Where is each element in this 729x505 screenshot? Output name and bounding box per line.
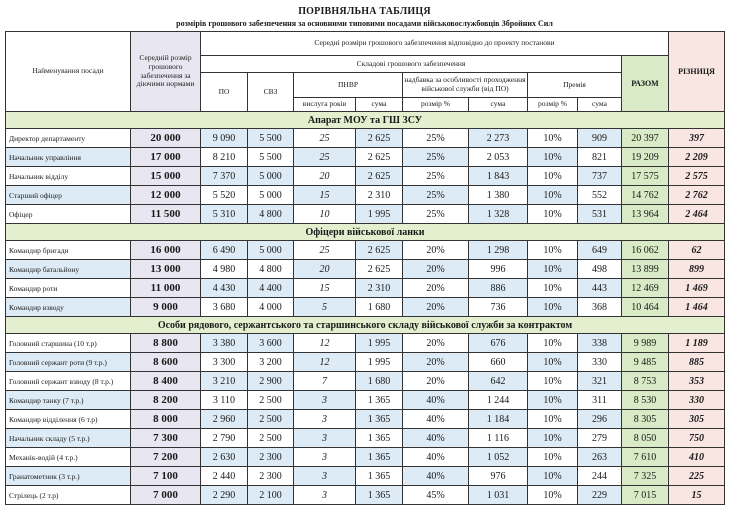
years-value: 7 bbox=[294, 372, 356, 391]
pnvr-sum: 2 625 bbox=[356, 148, 403, 167]
allowance-pct: 25% bbox=[403, 148, 469, 167]
row-name: Головний старшина (10 т.р) bbox=[6, 334, 131, 353]
row-name: Начальник складу (5 т.р.) bbox=[6, 429, 131, 448]
table-row bbox=[6, 334, 725, 353]
premium-pct: 10% bbox=[528, 186, 578, 205]
allowance-pct: 20% bbox=[403, 260, 469, 279]
row-name: Механік-водій (4 т.р.) bbox=[6, 448, 131, 467]
years-value: 15 bbox=[294, 186, 356, 205]
total-value: 12 469 bbox=[622, 279, 669, 298]
pnvr-sum: 1 365 bbox=[356, 486, 403, 505]
allowance-pct: 40% bbox=[403, 391, 469, 410]
section-header bbox=[6, 317, 725, 334]
diff-value: 899 bbox=[669, 260, 725, 279]
row-name: Командир батальйону bbox=[6, 260, 131, 279]
years-value: 25 bbox=[294, 129, 356, 148]
total-value: 10 464 bbox=[622, 298, 669, 317]
total-value: 20 397 bbox=[622, 129, 669, 148]
allowance-pct: 20% bbox=[403, 353, 469, 372]
po-value: 5 310 bbox=[201, 205, 248, 224]
premium-sum: 311 bbox=[578, 391, 622, 410]
base-value: 8 400 bbox=[131, 372, 201, 391]
total-value: 8 530 bbox=[622, 391, 669, 410]
po-value: 3 210 bbox=[201, 372, 248, 391]
header-allowance: надбавка за особливості проходження військової служби (від ПО) bbox=[403, 73, 528, 98]
pnvr-sum: 1 365 bbox=[356, 410, 403, 429]
years-value: 12 bbox=[294, 353, 356, 372]
header-allowance-sum: сума bbox=[469, 98, 528, 112]
allowance-pct: 25% bbox=[403, 167, 469, 186]
base-value: 7 100 bbox=[131, 467, 201, 486]
header-po: ПО bbox=[201, 73, 248, 112]
years-value: 10 bbox=[294, 205, 356, 224]
diff-value: 225 bbox=[669, 467, 725, 486]
premium-sum: 296 bbox=[578, 410, 622, 429]
allowance-pct: 40% bbox=[403, 410, 469, 429]
svz-value: 4 000 bbox=[248, 298, 294, 317]
diff-value: 397 bbox=[669, 129, 725, 148]
diff-value: 410 bbox=[669, 448, 725, 467]
premium-sum: 443 bbox=[578, 279, 622, 298]
years-value: 20 bbox=[294, 167, 356, 186]
allowance-sum: 2 273 bbox=[469, 129, 528, 148]
po-value: 6 490 bbox=[201, 241, 248, 260]
allowance-sum: 1 116 bbox=[469, 429, 528, 448]
years-value: 3 bbox=[294, 410, 356, 429]
base-value: 12 000 bbox=[131, 186, 201, 205]
premium-sum: 649 bbox=[578, 241, 622, 260]
header-premium-pct: розмір % bbox=[528, 98, 578, 112]
years-value: 5 bbox=[294, 298, 356, 317]
premium-sum: 338 bbox=[578, 334, 622, 353]
years-value: 3 bbox=[294, 486, 356, 505]
svz-value: 4 400 bbox=[248, 279, 294, 298]
premium-pct: 10% bbox=[528, 486, 578, 505]
premium-sum: 552 bbox=[578, 186, 622, 205]
total-value: 16 062 bbox=[622, 241, 669, 260]
premium-pct: 10% bbox=[528, 467, 578, 486]
diff-value: 2 762 bbox=[669, 186, 725, 205]
svz-value: 4 800 bbox=[248, 205, 294, 224]
allowance-pct: 20% bbox=[403, 241, 469, 260]
base-value: 17 000 bbox=[131, 148, 201, 167]
diff-value: 305 bbox=[669, 410, 725, 429]
table-row bbox=[6, 241, 725, 260]
table-row bbox=[6, 186, 725, 205]
premium-sum: 368 bbox=[578, 298, 622, 317]
diff-value: 2 464 bbox=[669, 205, 725, 224]
po-value: 3 380 bbox=[201, 334, 248, 353]
header-years: вислуга років bbox=[294, 98, 356, 112]
allowance-sum: 736 bbox=[469, 298, 528, 317]
comparison-table bbox=[5, 31, 725, 505]
premium-sum: 263 bbox=[578, 448, 622, 467]
total-value: 9 485 bbox=[622, 353, 669, 372]
allowance-sum: 1 052 bbox=[469, 448, 528, 467]
base-value: 11 500 bbox=[131, 205, 201, 224]
document-title: ПОРІВНЯЛЬНА ТАБЛИЦЯ bbox=[298, 6, 431, 17]
svz-value: 2 900 bbox=[248, 372, 294, 391]
years-value: 3 bbox=[294, 467, 356, 486]
svz-value: 2 500 bbox=[248, 429, 294, 448]
po-value: 2 290 bbox=[201, 486, 248, 505]
table-row bbox=[6, 167, 725, 186]
premium-sum: 821 bbox=[578, 148, 622, 167]
allowance-sum: 2 053 bbox=[469, 148, 528, 167]
svz-value: 3 200 bbox=[248, 353, 294, 372]
allowance-pct: 25% bbox=[403, 205, 469, 224]
total-value: 8 753 bbox=[622, 372, 669, 391]
table-row bbox=[6, 129, 725, 148]
base-value: 7 000 bbox=[131, 486, 201, 505]
header-svz: СВЗ bbox=[248, 73, 294, 112]
table-row bbox=[6, 467, 725, 486]
po-value: 4 980 bbox=[201, 260, 248, 279]
header-pnvr-sum: сума bbox=[356, 98, 403, 112]
po-value: 3 110 bbox=[201, 391, 248, 410]
premium-pct: 10% bbox=[528, 298, 578, 317]
table-row bbox=[6, 148, 725, 167]
years-value: 25 bbox=[294, 148, 356, 167]
years-value: 15 bbox=[294, 279, 356, 298]
allowance-sum: 676 bbox=[469, 334, 528, 353]
pnvr-sum: 1 680 bbox=[356, 298, 403, 317]
section-title: Особи рядового, сержантського та старшинського складу військової служби за контрактом bbox=[6, 317, 725, 334]
table-row bbox=[6, 353, 725, 372]
svz-value: 2 500 bbox=[248, 410, 294, 429]
po-value: 2 630 bbox=[201, 448, 248, 467]
section-header bbox=[6, 112, 725, 129]
diff-value: 885 bbox=[669, 353, 725, 372]
diff-value: 1 189 bbox=[669, 334, 725, 353]
base-value: 8 000 bbox=[131, 410, 201, 429]
table-row bbox=[6, 410, 725, 429]
base-value: 13 000 bbox=[131, 260, 201, 279]
table-row bbox=[6, 391, 725, 410]
row-name: Офіцер bbox=[6, 205, 131, 224]
section-title: Офіцери військової ланки bbox=[6, 224, 725, 241]
header-diff: РІЗНИЦЯ bbox=[669, 32, 725, 112]
svz-value: 5 000 bbox=[248, 167, 294, 186]
diff-value: 62 bbox=[669, 241, 725, 260]
allowance-pct: 45% bbox=[403, 486, 469, 505]
po-value: 3 680 bbox=[201, 298, 248, 317]
allowance-pct: 20% bbox=[403, 279, 469, 298]
years-value: 12 bbox=[294, 334, 356, 353]
base-value: 7 300 bbox=[131, 429, 201, 448]
po-value: 3 300 bbox=[201, 353, 248, 372]
pnvr-sum: 1 365 bbox=[356, 467, 403, 486]
premium-sum: 498 bbox=[578, 260, 622, 279]
row-name: Головний сержант взводу (8 т.р.) bbox=[6, 372, 131, 391]
years-value: 3 bbox=[294, 448, 356, 467]
table-header bbox=[6, 32, 725, 112]
row-name: Командир відділення (6 т.р) bbox=[6, 410, 131, 429]
allowance-pct: 20% bbox=[403, 298, 469, 317]
premium-pct: 10% bbox=[528, 241, 578, 260]
diff-value: 330 bbox=[669, 391, 725, 410]
table-row bbox=[6, 279, 725, 298]
base-value: 8 600 bbox=[131, 353, 201, 372]
allowance-sum: 976 bbox=[469, 467, 528, 486]
premium-pct: 10% bbox=[528, 391, 578, 410]
pnvr-sum: 1 995 bbox=[356, 205, 403, 224]
header-total: РАЗОМ bbox=[622, 56, 669, 112]
row-name: Старший офіцер bbox=[6, 186, 131, 205]
diff-value: 1 464 bbox=[669, 298, 725, 317]
premium-pct: 10% bbox=[528, 167, 578, 186]
total-value: 19 209 bbox=[622, 148, 669, 167]
row-name: Гранатометник (3 т.р.) bbox=[6, 467, 131, 486]
diff-value: 750 bbox=[669, 429, 725, 448]
po-value: 5 520 bbox=[201, 186, 248, 205]
pnvr-sum: 2 625 bbox=[356, 129, 403, 148]
svz-value: 5 000 bbox=[248, 186, 294, 205]
table-body bbox=[6, 112, 725, 505]
pnvr-sum: 2 310 bbox=[356, 186, 403, 205]
premium-sum: 229 bbox=[578, 486, 622, 505]
premium-sum: 244 bbox=[578, 467, 622, 486]
allowance-sum: 1 244 bbox=[469, 391, 528, 410]
premium-sum: 321 bbox=[578, 372, 622, 391]
po-value: 9 090 bbox=[201, 129, 248, 148]
svz-value: 5 500 bbox=[248, 129, 294, 148]
row-name: Командир бригади bbox=[6, 241, 131, 260]
premium-sum: 531 bbox=[578, 205, 622, 224]
pnvr-sum: 2 625 bbox=[356, 167, 403, 186]
po-value: 8 210 bbox=[201, 148, 248, 167]
allowance-pct: 40% bbox=[403, 467, 469, 486]
base-value: 16 000 bbox=[131, 241, 201, 260]
diff-value: 2 209 bbox=[669, 148, 725, 167]
base-value: 11 000 bbox=[131, 279, 201, 298]
base-value: 9 000 bbox=[131, 298, 201, 317]
table-row bbox=[6, 260, 725, 279]
po-value: 2 440 bbox=[201, 467, 248, 486]
row-name: Директор департаменту bbox=[6, 129, 131, 148]
allowance-pct: 40% bbox=[403, 429, 469, 448]
allowance-pct: 25% bbox=[403, 186, 469, 205]
allowance-sum: 1 328 bbox=[469, 205, 528, 224]
row-name: Командир танку (7 т.р.) bbox=[6, 391, 131, 410]
base-value: 7 200 bbox=[131, 448, 201, 467]
total-value: 17 575 bbox=[622, 167, 669, 186]
svz-value: 2 500 bbox=[248, 391, 294, 410]
svz-value: 5 500 bbox=[248, 148, 294, 167]
header-premium: Премія bbox=[528, 73, 622, 98]
table-row bbox=[6, 205, 725, 224]
po-value: 2 960 bbox=[201, 410, 248, 429]
diff-value: 353 bbox=[669, 372, 725, 391]
table-row bbox=[6, 429, 725, 448]
svz-value: 2 300 bbox=[248, 467, 294, 486]
allowance-sum: 886 bbox=[469, 279, 528, 298]
premium-pct: 10% bbox=[528, 410, 578, 429]
header-premium-sum: сума bbox=[578, 98, 622, 112]
premium-sum: 909 bbox=[578, 129, 622, 148]
row-name: Командир взводу bbox=[6, 298, 131, 317]
years-value: 20 bbox=[294, 260, 356, 279]
table-row bbox=[6, 486, 725, 505]
base-value: 8 800 bbox=[131, 334, 201, 353]
premium-pct: 10% bbox=[528, 334, 578, 353]
allowance-sum: 1 184 bbox=[469, 410, 528, 429]
header-base: Середній розмір грошового забезпечення за діючими нормами bbox=[131, 32, 201, 112]
total-value: 8 050 bbox=[622, 429, 669, 448]
pnvr-sum: 1 680 bbox=[356, 372, 403, 391]
premium-pct: 10% bbox=[528, 260, 578, 279]
years-value: 25 bbox=[294, 241, 356, 260]
pnvr-sum: 2 625 bbox=[356, 260, 403, 279]
premium-pct: 10% bbox=[528, 148, 578, 167]
premium-sum: 330 bbox=[578, 353, 622, 372]
pnvr-sum: 2 310 bbox=[356, 279, 403, 298]
allowance-sum: 1 298 bbox=[469, 241, 528, 260]
premium-pct: 10% bbox=[528, 448, 578, 467]
pnvr-sum: 1 995 bbox=[356, 334, 403, 353]
header-pnvr: ПНВР bbox=[294, 73, 403, 98]
allowance-sum: 660 bbox=[469, 353, 528, 372]
allowance-pct: 20% bbox=[403, 334, 469, 353]
row-name: Начальник відділу bbox=[6, 167, 131, 186]
diff-value: 1 469 bbox=[669, 279, 725, 298]
pnvr-sum: 2 625 bbox=[356, 241, 403, 260]
premium-pct: 10% bbox=[528, 372, 578, 391]
row-name: Стрілець (2 т.р) bbox=[6, 486, 131, 505]
pnvr-sum: 1 995 bbox=[356, 353, 403, 372]
total-value: 7 325 bbox=[622, 467, 669, 486]
base-value: 20 000 bbox=[131, 129, 201, 148]
po-value: 7 370 bbox=[201, 167, 248, 186]
table-row bbox=[6, 372, 725, 391]
premium-pct: 10% bbox=[528, 279, 578, 298]
years-value: 3 bbox=[294, 391, 356, 410]
years-value: 3 bbox=[294, 429, 356, 448]
total-value: 13 964 bbox=[622, 205, 669, 224]
svz-value: 5 000 bbox=[248, 241, 294, 260]
pnvr-sum: 1 365 bbox=[356, 448, 403, 467]
pnvr-sum: 1 365 bbox=[356, 429, 403, 448]
premium-sum: 279 bbox=[578, 429, 622, 448]
header-components: Складові грошового забезпечення bbox=[201, 56, 622, 73]
premium-pct: 10% bbox=[528, 129, 578, 148]
premium-pct: 10% bbox=[528, 429, 578, 448]
allowance-sum: 1 843 bbox=[469, 167, 528, 186]
svz-value: 2 300 bbox=[248, 448, 294, 467]
svz-value: 2 100 bbox=[248, 486, 294, 505]
section-title: Апарат МОУ та ГШ ЗСУ bbox=[6, 112, 725, 129]
header-position: Найменування посади bbox=[6, 32, 131, 112]
diff-value: 2 575 bbox=[669, 167, 725, 186]
total-value: 13 899 bbox=[622, 260, 669, 279]
premium-pct: 10% bbox=[528, 205, 578, 224]
total-value: 9 989 bbox=[622, 334, 669, 353]
row-name: Командир роти bbox=[6, 279, 131, 298]
total-value: 8 305 bbox=[622, 410, 669, 429]
premium-sum: 737 bbox=[578, 167, 622, 186]
svz-value: 4 800 bbox=[248, 260, 294, 279]
po-value: 2 790 bbox=[201, 429, 248, 448]
allowance-pct: 20% bbox=[403, 372, 469, 391]
base-value: 15 000 bbox=[131, 167, 201, 186]
total-value: 14 762 bbox=[622, 186, 669, 205]
allowance-sum: 1 031 bbox=[469, 486, 528, 505]
allowance-pct: 25% bbox=[403, 129, 469, 148]
allowance-sum: 1 380 bbox=[469, 186, 528, 205]
diff-value: 15 bbox=[669, 486, 725, 505]
allowance-sum: 642 bbox=[469, 372, 528, 391]
pnvr-sum: 1 365 bbox=[356, 391, 403, 410]
header-allowance-pct: розмір % bbox=[403, 98, 469, 112]
allowance-pct: 40% bbox=[403, 448, 469, 467]
header-project: Середні розміри грошового забезпечення відповідно до проекту постанови bbox=[201, 32, 669, 56]
premium-pct: 10% bbox=[528, 353, 578, 372]
total-value: 7 610 bbox=[622, 448, 669, 467]
allowance-sum: 996 bbox=[469, 260, 528, 279]
document-subtitle: розмірів грошового забезпечення за основними типовими посадами військовослужбовців Збройних Сил bbox=[176, 19, 553, 28]
table-row bbox=[6, 448, 725, 467]
total-value: 7 015 bbox=[622, 486, 669, 505]
row-name: Головний сержант роти (9 т.р.) bbox=[6, 353, 131, 372]
table-row bbox=[6, 298, 725, 317]
row-name: Начальник управління bbox=[6, 148, 131, 167]
base-value: 8 200 bbox=[131, 391, 201, 410]
svz-value: 3 600 bbox=[248, 334, 294, 353]
po-value: 4 430 bbox=[201, 279, 248, 298]
section-header bbox=[6, 224, 725, 241]
